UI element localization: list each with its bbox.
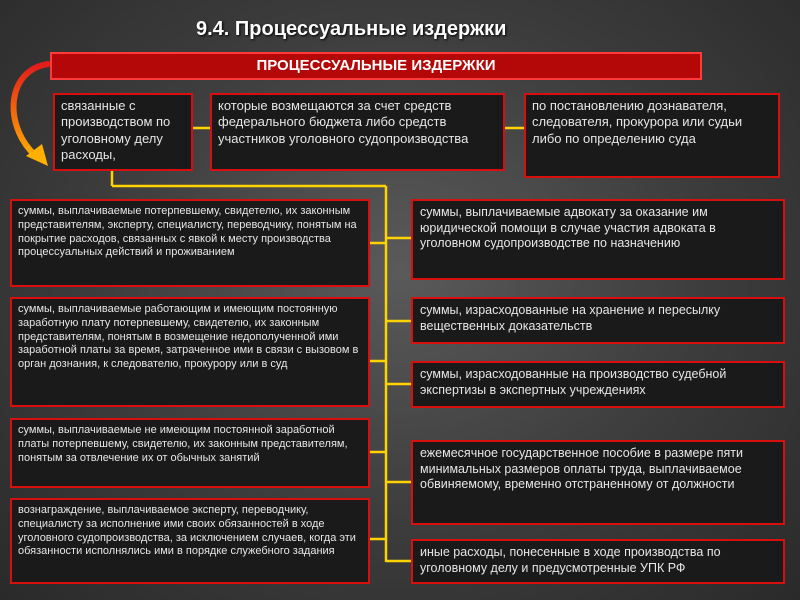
left-box-3: суммы, выплачиваемые не имеющим постоянной заработной платы потерпевшему, свидетелю, их законным представителям, понятым за отвлечение их от обычных занятий: [10, 418, 370, 488]
left-box-1: суммы, выплачиваемые потерпевшему, свидетелю, их законным представителям, эксперту, специалисту, переводчику, понятым на покрытие расходов, связанных с явкой к месту производства процессуальных действий и проживанием: [10, 199, 370, 287]
main-heading-box: ПРОЦЕССУАЛЬНЫЕ ИЗДЕРЖКИ: [50, 52, 702, 80]
left-box-4: вознаграждение, выплачиваемое эксперту, переводчику, специалисту за исполнение ими своих обязанностей в ходе уголовного судопроизводства, за исключением случаев, когда эти обязанности исполнялись ими в порядке служебного задания: [10, 498, 370, 584]
top-box-decision-authority: по постановлению дознавателя, следователя, прокурора или судьи либо по определению суда: [524, 93, 780, 178]
right-box-4: ежемесячное государственное пособие в размере пяти минимальных размеров оплаты труда, выплачиваемое обвиняемому, временно отстраненному от должности: [411, 440, 785, 525]
left-box-2: суммы, выплачиваемые работающим и имеющим постоянную заработную плату потерпевшему, свидетелю, их законным представителям, понятым в возмещение недополученной ими заработной платы за время, затраченное ими в связи с вызовом в орган дознания, к следователю, прокурору или в суд: [10, 297, 370, 407]
top-box-reimbursement-source: которые возмещаются за счет средств федерального бюджета либо средств участников уголовного судопроизводства: [210, 93, 505, 171]
right-box-1: суммы, выплачиваемые адвокату за оказание им юридической помощи в случае участия адвоката в уголовном судопроизводстве по назначению: [411, 199, 785, 280]
right-box-3: суммы, израсходованные на производство судебной экспертизы в экспертных учреждениях: [411, 361, 785, 408]
right-box-5: иные расходы, понесенные в ходе производства по уголовному делу и предусмотренные УПК РФ: [411, 539, 785, 584]
slide-title: 9.4. Процессуальные издержки: [196, 18, 507, 40]
top-box-related-expenses: связанные с производством по уголовному делу расходы,: [53, 93, 193, 171]
curved-arrow: [14, 64, 48, 157]
right-box-2: суммы, израсходованные на хранение и пересылку вещественных доказательств: [411, 297, 785, 344]
